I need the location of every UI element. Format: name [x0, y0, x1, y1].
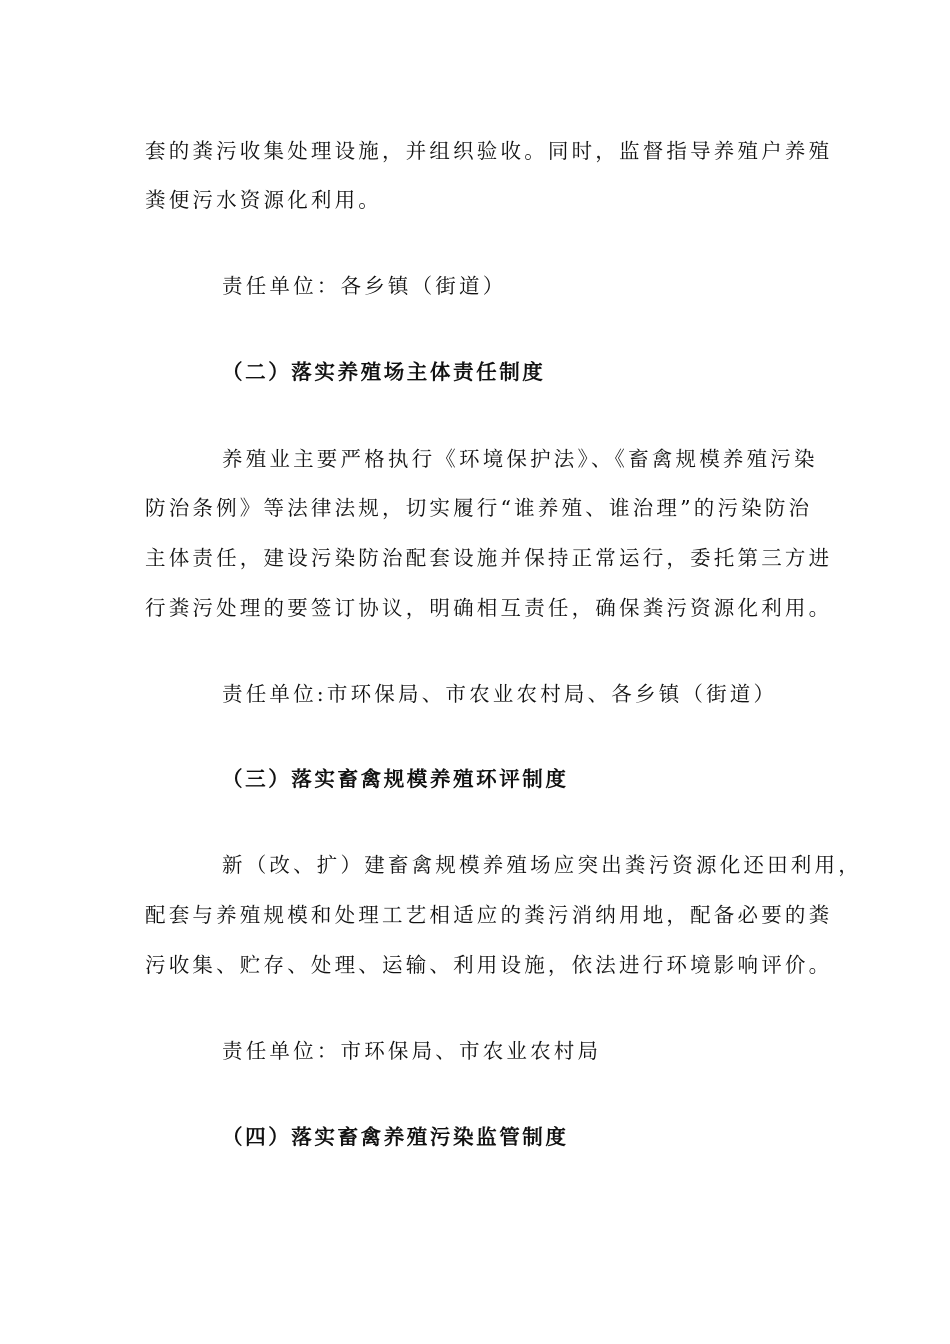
paragraph-3-line-3: 污收集、贮存、处理、运输、利用设施，依法进行环境影响评价。: [145, 953, 833, 977]
responsible-unit-2: 责任单位:市环保局、市农业农村局、各乡镇（街道）: [222, 682, 778, 706]
section-heading-2: （二）落实养殖场主体责任制度: [222, 360, 546, 384]
responsible-unit-3: 责任单位：市环保局、市农业农村局: [222, 1039, 602, 1063]
paragraph-3-line-1: 新（改、扩）建畜禽规模养殖场应突出粪污资源化还田利用，: [222, 853, 862, 877]
paragraph-2-line-1: 养殖业主要严格执行《环境保护法》、《畜禽规模养殖污染: [222, 447, 818, 471]
paragraph-3-line-2: 配套与养殖规模和处理工艺相适应的粪污消纳用地，配备必要的粪: [145, 903, 833, 927]
section-heading-4: （四）落实畜禽养殖污染监管制度: [222, 1125, 569, 1149]
paragraph-2-line-4: 行粪污处理的要签订协议，明确相互责任，确保粪污资源化利用。: [145, 596, 833, 620]
responsible-unit-1: 责任单位：各乡镇（街道）: [222, 274, 507, 298]
paragraph-1-line-1: 套的粪污收集处理设施，并组织验收。同时，监督指导养殖户养殖: [145, 139, 833, 163]
paragraph-1-line-2: 粪便污水资源化利用。: [145, 188, 382, 212]
section-heading-3: （三）落实畜禽规模养殖环评制度: [222, 767, 569, 791]
paragraph-2-line-2: 防治条例》等法律法规，切实履行“谁养殖、谁治理”的污染防治: [145, 496, 813, 520]
paragraph-2-line-3: 主体责任，建设污染防治配套设施并保持正常运行，委托第三方进: [145, 546, 833, 570]
